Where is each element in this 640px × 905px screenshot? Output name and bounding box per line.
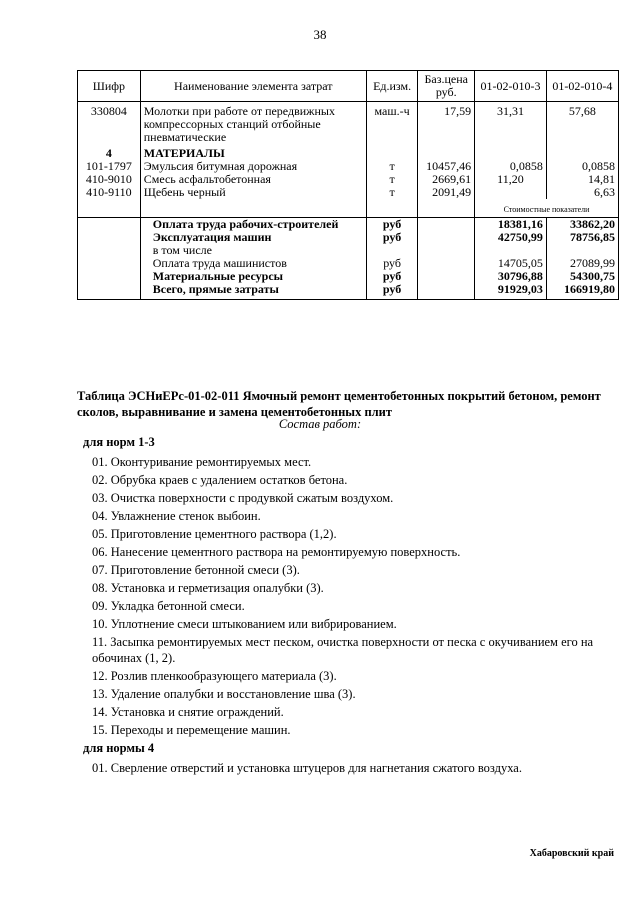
cell-v1: 91929,03 bbox=[475, 283, 547, 300]
cell-v2: 166919,80 bbox=[546, 283, 618, 300]
cell-unit: руб bbox=[366, 270, 418, 283]
table-title: Таблица ЭСНиЕРс-01-02-011 Ямочный ремонт цементобетонных покрытий бетоном, ремонт сколов, выравнивание и замена цементобетонных плит bbox=[77, 389, 601, 419]
cost-table bbox=[77, 70, 619, 300]
cell-unit: т bbox=[366, 160, 418, 173]
list-item: 09. Укладка бетонной смеси. bbox=[92, 599, 245, 613]
section-row bbox=[78, 144, 619, 160]
cell-v2: 78756,85 bbox=[546, 231, 618, 244]
table-row bbox=[78, 186, 619, 199]
cell-v2: 54300,75 bbox=[546, 270, 618, 283]
list-item: 07. Приготовление бетонной смеси (3). bbox=[92, 563, 300, 577]
list-item: 15. Переходы и перемещение машин. bbox=[92, 723, 291, 737]
cell-price: 2669,61 bbox=[418, 173, 475, 186]
list-item: 06. Нанесение цементного раствора на ремонтируемую поверхность. bbox=[92, 545, 461, 559]
header-unit: Ед.изм. bbox=[366, 71, 418, 102]
cell-v2: 0,0858 bbox=[546, 160, 618, 173]
cell-price: 17,59 bbox=[418, 102, 475, 145]
table-row bbox=[78, 283, 619, 300]
section-name: МАТЕРИАЛЫ bbox=[140, 144, 366, 160]
cell-v1 bbox=[475, 186, 547, 199]
cell-v1: 18381,16 bbox=[475, 218, 547, 232]
cell-v2: 14,81 bbox=[546, 173, 618, 186]
norms-1-3-heading: для норм 1-3 bbox=[83, 435, 155, 449]
cell-code: 410-9010 bbox=[78, 173, 141, 186]
cell-code: 330804 bbox=[78, 102, 141, 145]
list-item: 10. Уплотнение смеси штыкованием или вибрированием. bbox=[92, 617, 397, 631]
cell-unit: руб bbox=[366, 218, 418, 232]
cell-name: Молотки при работе от передвижных компрессорных станций отбойные пневматические bbox=[140, 102, 366, 145]
cell-v2: 6,63 bbox=[546, 186, 618, 199]
cell-unit: руб bbox=[366, 257, 418, 270]
cell-v2: 57,68 bbox=[546, 102, 618, 145]
cell-v1: 42750,99 bbox=[475, 231, 547, 244]
cell-v1: 0,0858 bbox=[475, 160, 547, 173]
work-composition-heading: Состав работ: bbox=[278, 417, 362, 431]
table-row bbox=[78, 102, 619, 145]
cell-name: Оплата труда рабочих-строителей bbox=[140, 218, 366, 232]
cell-v2: 33862,20 bbox=[546, 218, 618, 232]
cell-v1: 31,31 bbox=[475, 102, 547, 145]
header-col2: 01-02-010-4 bbox=[546, 71, 618, 102]
cell-code: 410-9110 bbox=[78, 186, 141, 199]
cell-unit: руб bbox=[366, 231, 418, 244]
cell-v1: 30796,88 bbox=[475, 270, 547, 283]
footer-region: Хабаровский край bbox=[529, 848, 614, 859]
cell-unit: маш.-ч bbox=[366, 102, 418, 145]
list-item: 11. Засыпка ремонтируемых мест песком, очистка поверхности от песка с окучиванием его на обочинах (1, 2). bbox=[92, 635, 594, 665]
cell-name: Оплата труда машинистов bbox=[140, 257, 366, 270]
header-name: Наименование элемента затрат bbox=[140, 71, 366, 102]
list-item: 03. Очистка поверхности с продувкой сжатым воздухом. bbox=[92, 491, 394, 505]
cell-v2: 27089,99 bbox=[546, 257, 618, 270]
list-item: 13. Удаление опалубки и восстановление шва (3). bbox=[92, 687, 356, 701]
cell-price: 10457,46 bbox=[418, 160, 475, 173]
header-col1: 01-02-010-3 bbox=[475, 71, 547, 102]
header-code: Шифр bbox=[78, 71, 141, 102]
cell-unit: руб bbox=[366, 283, 418, 300]
list-item: 08. Установка и герметизация опалубки (3). bbox=[92, 581, 324, 595]
cell-name: Материальные ресурсы bbox=[140, 270, 366, 283]
list-item: 01. Сверление отверстий и установка штуцеров для нагнетания сжатого воздуха. bbox=[92, 761, 522, 775]
list-item: 02. Обрубка краев с удалением остатков бетона. bbox=[92, 473, 348, 487]
list-item: 12. Розлив пленкообразующего материала (3). bbox=[92, 669, 337, 683]
cell-v1: 11,20 bbox=[475, 173, 547, 186]
header-price: Баз.цена руб. bbox=[418, 71, 475, 102]
cell-name: Щебень черный bbox=[140, 186, 366, 199]
summary-label-row bbox=[78, 199, 619, 218]
norms-4-heading: для нормы 4 bbox=[83, 741, 155, 755]
cell-unit: т bbox=[366, 173, 418, 186]
table-header-row bbox=[78, 71, 619, 102]
cell-name: Эксплуатация машин bbox=[140, 231, 366, 244]
cell-price: 2091,49 bbox=[418, 186, 475, 199]
list-item: 01. Оконтуривание ремонтируемых мест. bbox=[92, 455, 312, 469]
cell-name: Эмульсия битумная дорожная bbox=[140, 160, 366, 173]
cell-code: 101-1797 bbox=[78, 160, 141, 173]
cell-name: Смесь асфальтобетонная bbox=[140, 173, 366, 186]
cell-v1: 14705,05 bbox=[475, 257, 547, 270]
list-item: 05. Приготовление цементного раствора (1,2). bbox=[92, 527, 337, 541]
list-item: 14. Установка и снятие ограждений. bbox=[92, 705, 284, 719]
cell-unit: т bbox=[366, 186, 418, 199]
summary-label: Стоимостные показатели bbox=[475, 199, 619, 218]
cell-name: Всего, прямые затраты bbox=[140, 283, 366, 300]
section-code: 4 bbox=[78, 144, 141, 160]
table-row bbox=[78, 218, 619, 232]
cell-name: в том числе bbox=[140, 244, 366, 257]
page-number: 38 bbox=[313, 27, 327, 42]
list-item: 04. Увлажнение стенок выбоин. bbox=[92, 509, 261, 523]
